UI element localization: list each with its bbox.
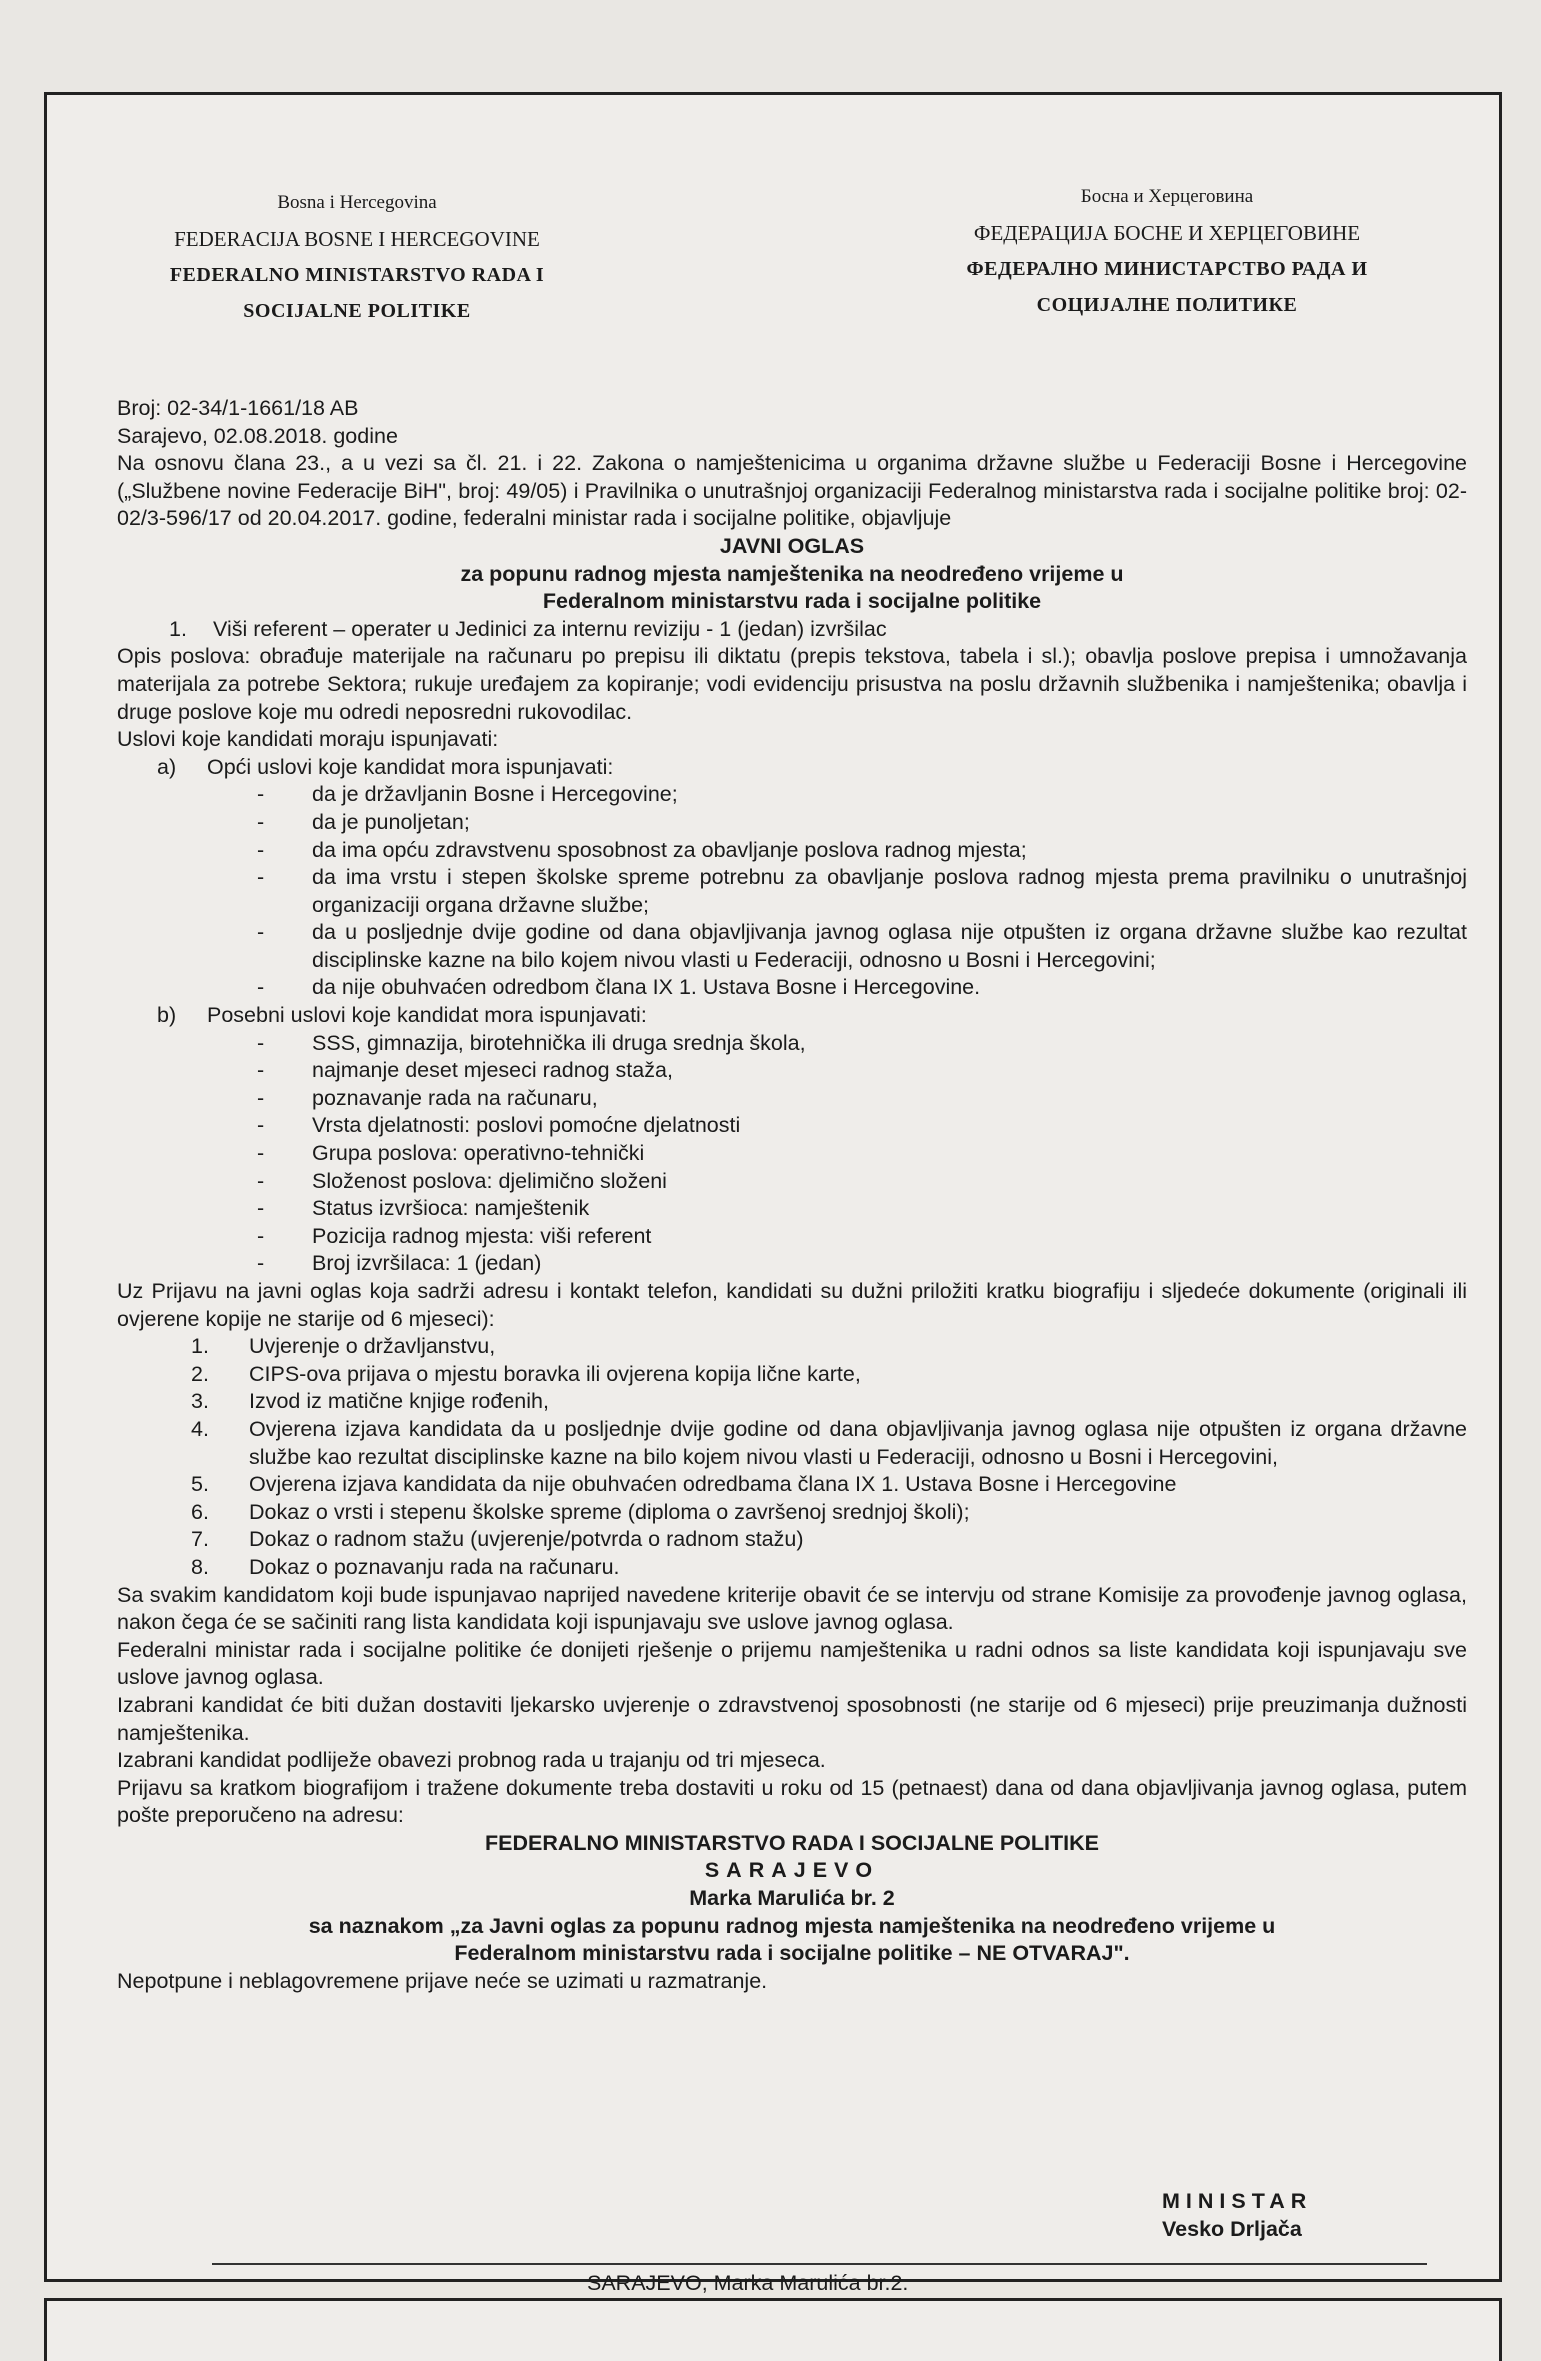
envelope-note-1: sa naznakom „za Javni oglas za popunu radnog mjesta namještenika na neodređeno vrijeme u <box>308 1913 1276 1938</box>
reference-number: Broj: 02-34/1-1661/18 AB <box>117 396 359 420</box>
required-document-item: 3. Izvod iz matične knjige rođenih, <box>191 1389 549 1414</box>
special-requirement-item: - SSS, gimnazija, birotehnička ili druga srednja škola, <box>257 1030 806 1055</box>
general-requirement-item: - da je punoljetan; <box>257 809 470 834</box>
special-requirement-item: - Vrsta djelatnosti: poslovi pomoćne djelatnosti <box>257 1113 741 1138</box>
submission-paragraph: Prijavu sa kratkom biografijom i tražene dokumente treba dostaviti u roku od 15 (petnaest) dana od dana objavljivanja javnog oglasa, putem pošte preporučeno na adresu: <box>117 1775 1467 1828</box>
document-body <box>117 395 1467 1995</box>
medical-paragraph: Izabrani kandidat će biti dužan dostaviti ljekarsko uvjerenje o zdravstvenoj sposobnosti (ne starije od 6 mjeseci) prije preuzimanja dužnosti namještenika. <box>117 1692 1467 1745</box>
next-article-frame <box>44 2298 1502 2361</box>
federation-name-cyrillic: ФЕДЕРАЦИЈА БОСНЕ И ХЕРЦЕГОВИНЕ <box>973 221 1361 245</box>
interview-paragraph: Sa svakim kandidatom koji bude ispunjavao naprijed navedene kriterije obavit će se intervju od strane Komisije za provođenje javnog oglasa, nakon čega će se sačiniti rang lista kandidata koji ispunjavaju sve uslove javnog oglasa. <box>117 1582 1467 1635</box>
required-documents-list <box>117 1333 1467 1581</box>
announcement-title: JAVNI OGLAS <box>719 533 865 558</box>
requirements-heading: Uslovi koje kandidati moraju ispunjavati: <box>117 727 499 752</box>
document-frame <box>44 92 1502 2295</box>
incomplete-notice: Nepotpune i neblagovremene prijave neće se uzimati u razmatranje. <box>117 1968 768 1993</box>
special-requirement-item: - Pozicija radnog mjesta: viši referent <box>257 1223 652 1248</box>
announcement-subtitle-2: Federalnom ministarstvu rada i socijalne politike <box>542 589 1042 614</box>
position-title: 1. Viši referent – operater u Jedinici za internu reviziju - 1 (jedan) izvršilac <box>169 616 887 641</box>
ministry-name-latin-2: SOCIJALNE POLITIKE <box>243 300 471 322</box>
required-document-item: 4. Ovjerena izjava kandidata da u posljednje dvije godine od dana objavljivanja javnog oglasa nije otpušten iz organa državne službe kao rezultat disciplinske kazne na bilo kojem nivou vlasti u Federaciji, odnosno u Bosni i Hercegovini, <box>191 1416 1467 1469</box>
ministry-name-cyrillic-1: ФЕДЕРАЛНО МИНИСТАРСТВО РАДА И <box>966 258 1368 280</box>
signature-name: Vesko Drljača <box>1162 2217 1302 2241</box>
address-ministry: FEDERALNO MINISTARSTVO RADA I SOCIJALNE POLITIKE <box>485 1830 1099 1855</box>
announcement-subtitle-1: za popunu radnog mjesta namještenika na neodređeno vrijeme u <box>460 561 1124 586</box>
general-requirement-item: - da je državljanin Bosne i Hercegovine; <box>257 782 678 807</box>
required-document-item: 6. Dokaz o vrsti i stepenu školske spreme (diploma o završenoj srednjoj školi); <box>191 1499 970 1524</box>
footer-divider <box>212 2263 1427 2265</box>
job-description: Opis poslova: obrađuje materijale na računaru po prepisu ili diktatu (prepis tekstova, tabela i sl.); obavlja poslove prepisa i umnožavanja materijala za potrebe Sektora; rukuje uređajem za kopiranje; vodi evidenciju prisustva na poslu državnih službenika i namještenika; obavlja i druge poslove koje mu odredi neposredni rukovodilac. <box>117 644 1467 724</box>
envelope-note-2: Federalnom ministarstvu rada i socijalne politike – NE OTVARAJ". <box>454 1941 1130 1966</box>
address-city: SARAJEVO <box>704 1858 880 1883</box>
general-requirements-list <box>117 781 1467 1002</box>
general-requirement-item: - da u posljednje dvije godine od dana objavljivanja javnog oglasa nije otpušten iz organa državne službe kao rezultat disciplinske kazne na bilo kojem nivou vlasti u Federaciji, odnosno u Bosni i Hercegovini; <box>257 920 1467 972</box>
footer-address: SARAJEVO, Marka Marulića br.2. <box>587 2271 909 2295</box>
required-document-item: 8. Dokaz o poznavanju rada na računaru. <box>191 1554 620 1579</box>
special-requirements-list <box>117 1030 1467 1278</box>
required-document-item: 7. Dokaz o radnom stažu (uvjerenje/potvrda o radnom stažu) <box>191 1527 804 1552</box>
federation-name-latin: FEDERACIJA BOSNE I HERCEGOVINE <box>174 227 540 251</box>
country-name-latin: Bosna i Hercegovina <box>277 192 437 213</box>
special-requirement-item: - Složenost poslova: djelimično složeni <box>257 1168 667 1193</box>
document-date: Sarajevo, 02.08.2018. godine <box>117 423 398 448</box>
legal-basis: Na osnovu člana 23., a u vezi sa čl. 21. i 22. Zakona o namještenicima u organima državne službe u Federaciji Bosne i Hercegovine („Službene novine Federacije BiH", broj: 49/05) i Pravilnika o unutrašnjoj organizaciji Federalnog ministarstva rada i socijalne politike broj: 02-02/3-596/17 od 20.04.2017. godine, federalni ministar rada i socijalne politike, objavljuje <box>117 451 1467 531</box>
special-requirement-item: - Broj izvršilaca: 1 (jedan) <box>257 1251 542 1276</box>
required-document-item: 1. Uvjerenje o državljanstvu, <box>191 1334 496 1359</box>
address-street: Marka Marulića br. 2 <box>689 1886 895 1911</box>
special-requirements-heading: b) Posebni uslovi koje kandidat mora ispunjavati: <box>157 1003 647 1028</box>
signature-block <box>1162 2187 1312 2243</box>
country-name-cyrillic: Босна и Херцеговина <box>1080 186 1254 207</box>
application-intro: Uz Prijavu na javni oglas koja sadrži adresu i kontakt telefon, kandidati su dužni priložiti kratku biografiju i sljedeće dokumente (originali ili ovjerene kopije ne starije od 6 mjeseci): <box>117 1279 1467 1331</box>
probation-paragraph: Izabrani kandidat podliježe obavezi probnog rada u trajanju od tri mjeseca. <box>117 1748 826 1773</box>
ministry-name-latin-1: FEDERALNO MINISTARSTVO RADA I <box>169 264 545 286</box>
general-requirement-item: - da ima vrstu i stepen školske spreme potrebnu za obavljanje poslova radnog mjesta prema pravilniku o unutrašnjoj organizaciji organa državne službe; <box>257 865 1467 917</box>
ministry-name-cyrillic-2: СОЦИЈАЛНЕ ПОЛИТИКЕ <box>1036 294 1298 316</box>
header-cyrillic <box>937 179 1397 323</box>
signature-title: MINISTAR <box>1162 2189 1313 2213</box>
required-document-item: 5. Ovjerena izjava kandidata da nije obuhvaćen odredbama člana IX 1. Ustava Bosne i Hercegovine <box>191 1472 1177 1497</box>
header-latin <box>157 185 557 329</box>
general-requirements-heading: a) Opći uslovi koje kandidat mora ispunjavati: <box>157 754 614 779</box>
special-requirement-item: - najmanje deset mjeseci radnog staža, <box>257 1058 673 1083</box>
special-requirement-item: - Grupa poslova: operativno-tehnički <box>257 1141 645 1166</box>
special-requirement-item: - poznavanje rada na računaru, <box>257 1085 598 1110</box>
general-requirement-item: - da ima opću zdravstvenu sposobnost za obavljanje poslova radnog mjesta; <box>257 837 1027 862</box>
general-requirement-item: - da nije obuhvaćen odredbom člana IX 1. Ustava Bosne i Hercegovine. <box>257 975 981 1000</box>
decision-paragraph: Federalni ministar rada i socijalne politike će donijeti rješenje o prijemu namještenika u radni odnos sa liste kandidata koji ispunjavaju sve uslove javnog oglasa. <box>117 1637 1467 1690</box>
special-requirement-item: - Status izvršioca: namještenik <box>257 1196 590 1221</box>
required-document-item: 2. CIPS-ova prijava o mjestu boravka ili ovjerena kopija lične karte, <box>191 1361 861 1386</box>
